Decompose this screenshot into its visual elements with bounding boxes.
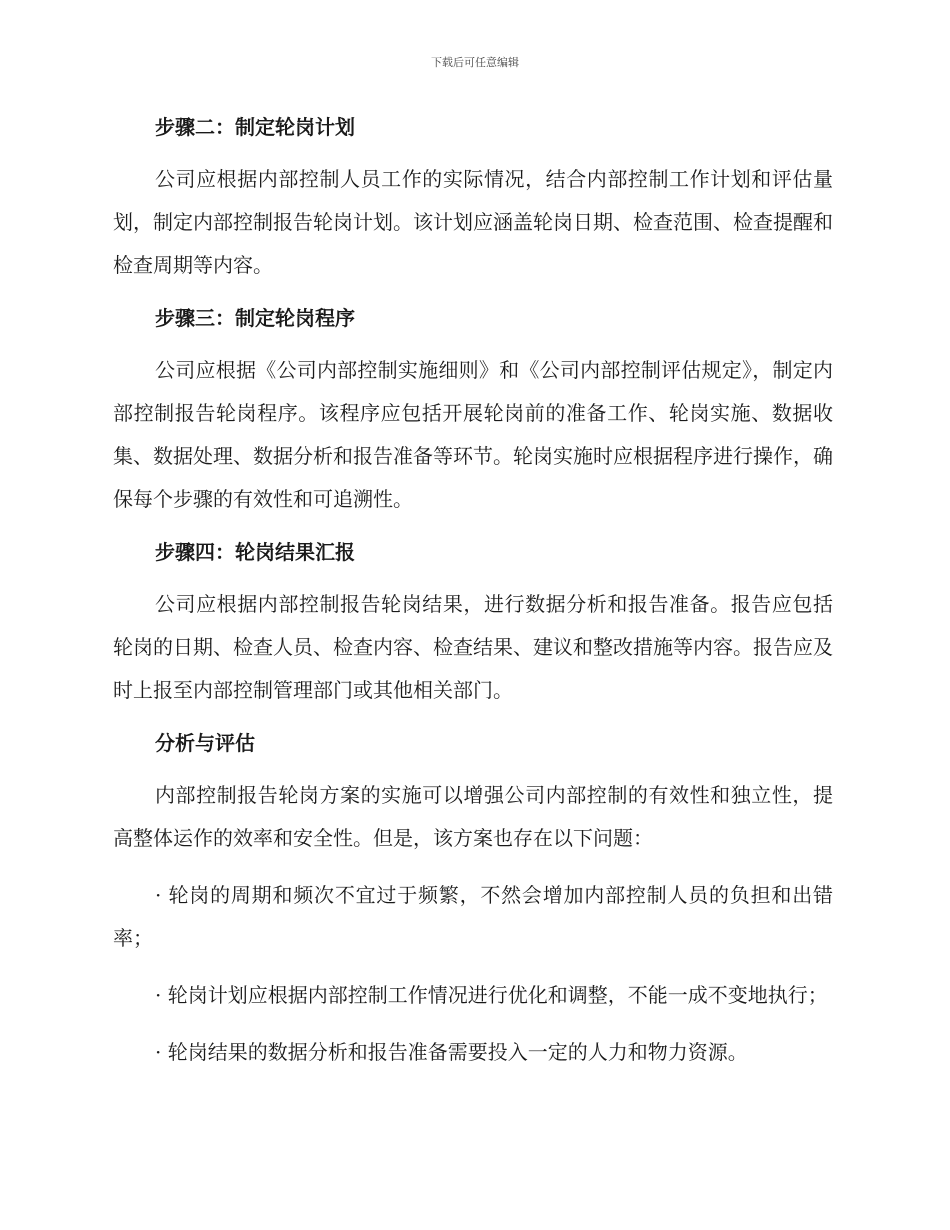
bullet-item-1: · 轮岗的周期和频次不宜过于频繁，不然会增加内部控制人员的负担和出错率； <box>113 883 833 950</box>
step2-heading: 步骤二：制定轮岗计划 <box>155 115 355 139</box>
step4-heading: 步骤四：轮岗结果汇报 <box>155 540 355 564</box>
document-body <box>113 110 833 1088</box>
step2-paragraph: 公司应根据内部控制人员工作的实际情况，结合内部控制工作计划和评估量划，制定内部控制报告轮岗计划。该计划应涵盖轮岗日期、检查范围、检查提醒和检查周期等内容。 <box>113 167 833 277</box>
analysis-heading: 分析与评估 <box>155 731 255 755</box>
step4-paragraph: 公司应根据内部控制报告轮岗结果，进行数据分析和报告准备。报告应包括轮岗的日期、检查人员、检查内容、检查结果、建议和整改措施等内容。报告应及时上报至内部控制管理部门或其他相关部门。 <box>113 592 833 702</box>
step3-heading: 步骤三：制定轮岗程序 <box>155 306 355 330</box>
bullet-item-2: · 轮岗计划应根据内部控制工作情况进行优化和调整，不能一成不变地执行； <box>155 983 828 1007</box>
analysis-paragraph: 内部控制报告轮岗方案的实施可以增强公司内部控制的有效性和独立性，提高整体运作的效率和安全性。但是，该方案也存在以下问题： <box>113 783 833 850</box>
step3-paragraph: 公司应根据《公司内部控制实施细则》和《公司内部控制评估规定》，制定内部控制报告轮岗程序。该程序应包括开展轮岗前的准备工作、轮岗实施、数据收集、数据处理、数据分析和报告准备等环节。轮岗实施时应根据程序进行操作，确保每个步骤的有效性和可追溯性。 <box>113 358 833 511</box>
bullet-item-3: · 轮岗结果的数据分析和报告准备需要投入一定的人力和物力资源。 <box>155 1040 748 1064</box>
page-header: 下载后可任意编辑 <box>431 56 519 69</box>
